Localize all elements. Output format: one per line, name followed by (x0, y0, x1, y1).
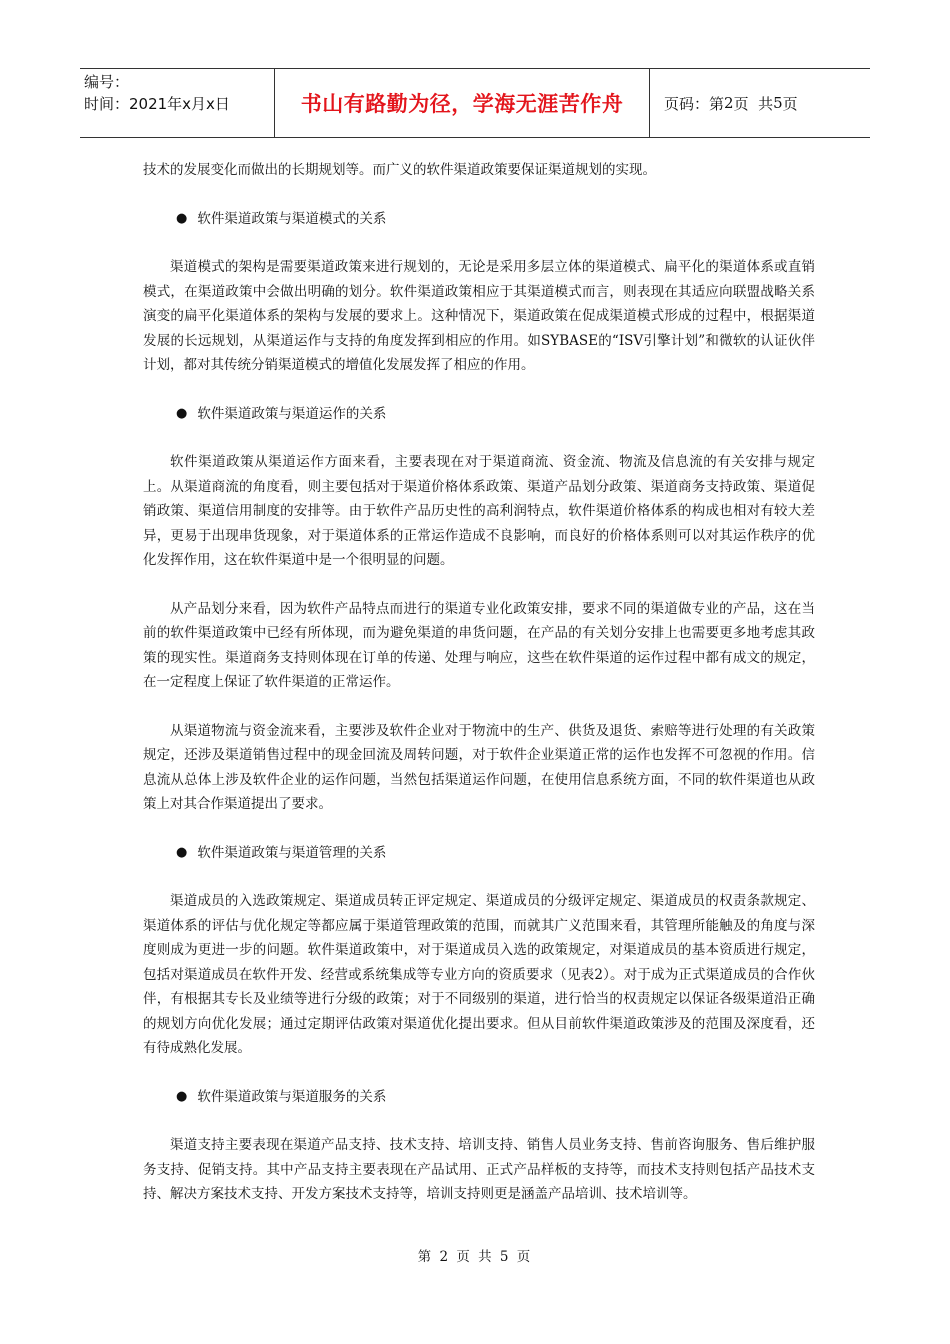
bullet-icon: ● (176, 210, 188, 226)
header-motto-cell (275, 69, 650, 137)
paragraph-continuation: 技术的发展变化而做出的长期规划等。而广义的软件渠道政策要保证渠道规划的实现。 (143, 162, 656, 178)
page-footer: 第 2 页 共 5 页 (417, 1249, 533, 1265)
section-heading-channel-service (143, 1085, 815, 1110)
header-meta (80, 69, 275, 137)
page-label-end: 页 (782, 94, 798, 113)
paragraph: 软件渠道政策从渠道运作方面来看，主要表现在对于渠道商流、资金流、物流及信息流的有关安排与规定上。从渠道商流的角度看，则主要包括对于渠道价格体系政策、渠道产品划分政策、渠道商务支持政策、渠道促销政策、渠道信用制度的安排等。由于软件产品历史性的高利润特点，软件渠道价格体系的构成也相对有较大差异，更易于出现串货现象，对于渠道体系的正常运作造成不良影响，而良好的价格体系则可以对其运作秩序的优化发挥作用，这在软件渠道中是一个很明显的问题。 (143, 454, 815, 568)
document-number-label: 编号： (84, 73, 130, 91)
paragraph: 从渠道物流与资金流来看，主要涉及软件企业对于物流中的生产、供货及退货、索赔等进行处理的有关政策规定，还涉及渠道销售过程中的现金回流及周转问题，对于软件企业渠道正常的运作也发挥不可忽视的作用。信息流从总体上涉及软件企业的运作问题，当然包括渠道运作问题，在使用信息系统方面，不同的软件渠道也从政策上对其合作渠道提出了要求。 (143, 722, 815, 812)
bullet-icon: ● (176, 1088, 188, 1104)
bullet-icon: ● (176, 405, 188, 421)
section-heading-channel-mode (143, 207, 815, 232)
header-motto: 书山有路勤为径，学海无涯苦作舟 (300, 92, 624, 116)
page-label-mid: 页 共 (733, 94, 774, 113)
document-body (143, 158, 815, 1207)
header-page-indicator (650, 69, 870, 137)
section-heading-text: 软件渠道政策与渠道服务的关系 (197, 1088, 387, 1105)
section-heading-text: 软件渠道政策与渠道管理的关系 (197, 844, 387, 861)
section-heading-channel-operation (143, 402, 815, 427)
paragraph: 渠道支持主要表现在渠道产品支持、技术支持、培训支持、销售人员业务支持、售前咨询服务、售后维护服务支持、促销支持。其中产品支持主要表现在产品试用、正式产品样板的支持等，而技术支持则包括产品技术支持、解决方案技术支持、开发方案技术支持等，培训支持则更是涵盖产品培训、技术培训等。 (143, 1137, 815, 1202)
section-heading-channel-management (143, 841, 815, 866)
page-label-prefix: 页码：第 (664, 94, 725, 113)
paragraph: 渠道成员的入选政策规定、渠道成员转正评定规定、渠道成员的分级评定规定、渠道成员的权责条款规定、渠道体系的评估与优化规定等都应属于渠道管理政策的范围，而就其广义范围来看，其管理所能触及的角度与深度则成为更进一步的问题。软件渠道政策中，对于渠道成员入选的政策规定，对渠道成员的基本资质进行规定，包括对渠道成员在软件开发、经营或系统集成等专业方向的资质要求（见表2）。对于成为正式渠道成员的合作伙伴，有根据其专长及业绩等进行分级的政策；对于不同级别的渠道，进行恰当的权责规定以保证各级渠道沿正确的规划方向优化发展；通过定期评估政策对渠道优化提出要求。但从目前软件渠道政策涉及的范围及深度看，还有待成熟化发展。 (143, 893, 815, 1056)
section-heading-text: 软件渠道政策与渠道运作的关系 (197, 405, 387, 422)
page-header (80, 68, 870, 138)
page-current: 2 (724, 94, 734, 112)
paragraph: 从产品划分来看，因为软件产品特点而进行的渠道专业化政策安排，要求不同的渠道做专业的产品，这在当前的软件渠道政策中已经有所体现，而为避免渠道的串货问题，在产品的有关划分安排上也需要更多地考虑其政策的现实性。渠道商务支持则体现在订单的传递、处理与响应，这些在软件渠道的运作过程中都有成文的规定，在一定程度上保证了软件渠道的正常运作。 (143, 600, 815, 690)
page-total: 5 (773, 94, 783, 112)
bullet-icon: ● (176, 844, 188, 860)
document-date-label: 时间：2021年x月x日 (84, 95, 230, 113)
paragraph: 渠道模式的架构是需要渠道政策来进行规划的，无论是采用多层立体的渠道模式、扁平化的渠道体系或直销模式，在渠道政策中会做出明确的划分。软件渠道政策相应于其渠道模式而言，则表现在其适应向联盟战略关系演变的扁平化渠道体系的架构与发展的要求上。这种情况下，渠道政策在促成渠道模式形成的过程中，根据渠道发展的长远规划，从渠道运作与支持的角度发挥到相应的作用。如SYBASE的“ISV引擎计划”和微软的认证伙伴计划，都对其传统分销渠道模式的增值化发展发挥了相应的作用。 (143, 259, 815, 373)
section-heading-text: 软件渠道政策与渠道模式的关系 (197, 210, 387, 227)
